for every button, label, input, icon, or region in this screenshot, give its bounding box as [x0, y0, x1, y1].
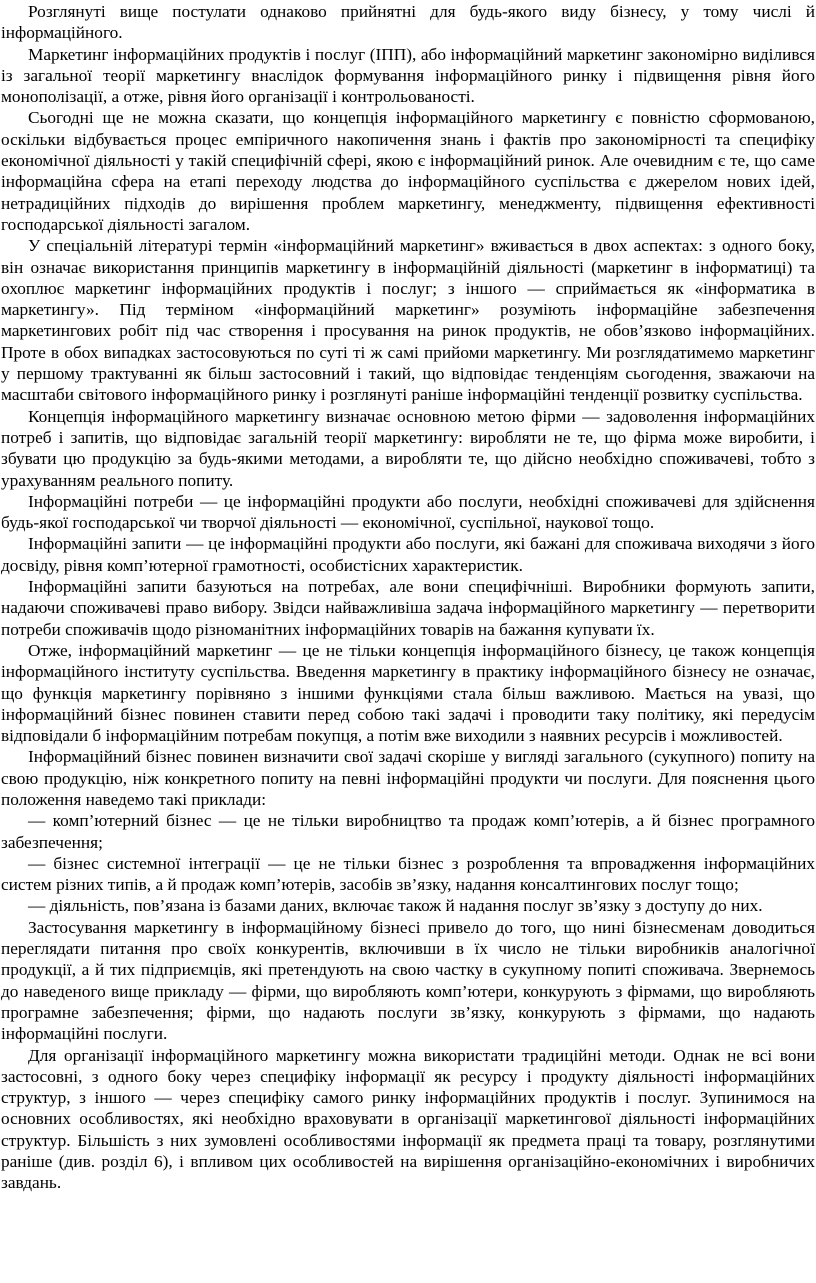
- paragraph: Інформаційні потреби — це інформаційні продукти або послуги, необхідні споживачеві для здійснення будь-якої господарської чи творчої діяльності — економічної, суспільної, наукової тощо.: [1, 491, 815, 533]
- paragraph: Інформаційні запити базуються на потребах, але вони специфічніші. Виробники формують запити, надаючи споживачеві право вибору. Звідси найважливіша задача інформаційного маркетингу — перетворити потреби споживачів щодо різноманітних інформаційних товарів на бажання купувати їх.: [1, 577, 815, 639]
- list-item: — бізнес системної інтеграції — це не тільки бізнес з розроблення та впровадження інформаційних систем різних типів, а й продаж комп’ютерів, засобів зв’язку, надання консалтингових послуг тощо;: [1, 853, 815, 895]
- paragraph: Інформаційні запити — це інформаційні продукти або послуги, які бажані для споживача виходячи з його досвіду, рівня комп’ютерної грамотності, особистісних характеристик.: [1, 534, 815, 575]
- paragraph: Розглянуті вище постулати однаково прийнятні для будь-якого виду бізнесу, у тому числі й інформаційного.: [1, 2, 815, 43]
- paragraph: Концепція інформаційного маркетингу визначає основною метою фірми — задоволення інформаційних потреб і запитів, що відповідає загальній теорії маркетингу: виробляти не те, що фірма може виробити, і збувати цю продукцію за будь-якими методами, а виробляти те, що дійсно необхідно споживачеві, тобто з урахуванням реального попиту.: [1, 406, 815, 490]
- paragraph: Отже, інформаційний маркетинг — це не тільки концепція інформаційного бізнесу, це також концепція інформаційного інституту суспільства. Введення маркетингу в практику інформаційного бізнесу не означає, що функція маркетингу порівняно з іншими функціями стала більш важливою. Мається на увазі, що інформаційний бізнес повинен ставити перед собою такі задачі і проводити таку політику, які передусім відповідали б інформаційним потребам покупця, а потім вже виходили з наявних ресурсів і можливостей.: [1, 640, 815, 746]
- list-item: — комп’ютерний бізнес — це не тільки виробництво та продаж комп’ютерів, а й бізнес програмного забезпечення;: [1, 811, 815, 852]
- paragraph: У спеціальній літературі термін «інформаційний маркетинг» вживається в двох аспектах: з одного боку, він означає використання принципів маркетингу в інформаційній діяльності (маркетинг в інформатиці) та охоплює маркетинг інформаційних продуктів і послуг; з іншого — сприймається як «інформатика в маркетингу». Під терміном «інформаційний маркетинг» розуміють інформаційне забезпечення маркетингових робіт під час створення і просування на ринок продуктів, не обов’язково інформаційних. Проте в обох випадках застосовуються по суті ті ж самі прийоми маркетингу. Ми розглядатимемо маркетинг у першому трактуванні як більш застосовний і такий, що відповідає тенденціям сьогодення, зважаючи на масштаби світового інформаційного ринку і розглянуті раніше інформаційні тенденції розвитку суспільства.: [1, 236, 815, 405]
- paragraph: Інформаційний бізнес повинен визначити свої задачі скоріше у вигляді загального (сукупного) попиту на свою продукцію, ніж конкретного попиту на певні інформаційні продукти чи послуги. Для пояснення цього положення наведемо такі приклади:: [1, 747, 815, 809]
- paragraph: Маркетинг інформаційних продуктів і послуг (ІПП), або інформаційний маркетинг закономірно виділився із загальної теорії маркетингу внаслідок формування інформаційного ринку і підвищення рівня його монополізації, а отже, рівня його організації і контрольованості.: [1, 44, 815, 107]
- paragraph: Сьогодні ще не можна сказати, що концепція інформаційного маркетингу є повністю сформованою, оскільки відбувається процес емпіричного накопичення знань і фактів про закономірності та специфіку економічної діяльності у такій специфічній сфері, якою є інформаційний ринок. Але очевидним є те, що саме інформаційна сфера на етапі переходу людства до інформаційного суспільства є джерелом нових ідей, нетрадиційних підходів до вирішення проблем маркетингу, менеджменту, підвищення ефективності господарської діяльності загалом.: [1, 108, 815, 234]
- list-item: — діяльність, пов’язана із базами даних, включає також й надання послуг зв’язку з доступу до них.: [28, 896, 763, 916]
- paragraph: Для організації інформаційного маркетингу можна використати традиційні методи. Однак не всі вони застосовні, з одного боку через специфіку інформації як ресурсу і продукту діяльності інформаційних структур, з іншого — через специфіку самого ринку інформаційних продуктів і послуг. Зупинимося на основних особливостях, які необхідно враховувати в організації маркетингової діяльності інформаційних структур. Більшість з них зумовлені особливостями інформації як предмета праці та товару, розглянутими раніше (див. розділ 6), і впливом цих особливостей на вирішення організаційно-економічних і виробничих завдань.: [1, 1045, 815, 1193]
- paragraph: Застосування маркетингу в інформаційному бізнесі привело до того, що нині бізнесменам доводиться переглядати питання про своїх конкурентів, включивши в їх число не тільки виробників аналогічної продукції, а й тих підприємців, які претендують на свою частку в сукупному попиті споживача. Звернемось до наведеного вище прикладу — фірми, що виробляють комп’ютери, конкурують з фірмами, що виробляють програмне забезпечення; фірми, що надають послуги зв’язку, конкурують з фірмами, що надають інформаційні послуги.: [1, 917, 815, 1044]
